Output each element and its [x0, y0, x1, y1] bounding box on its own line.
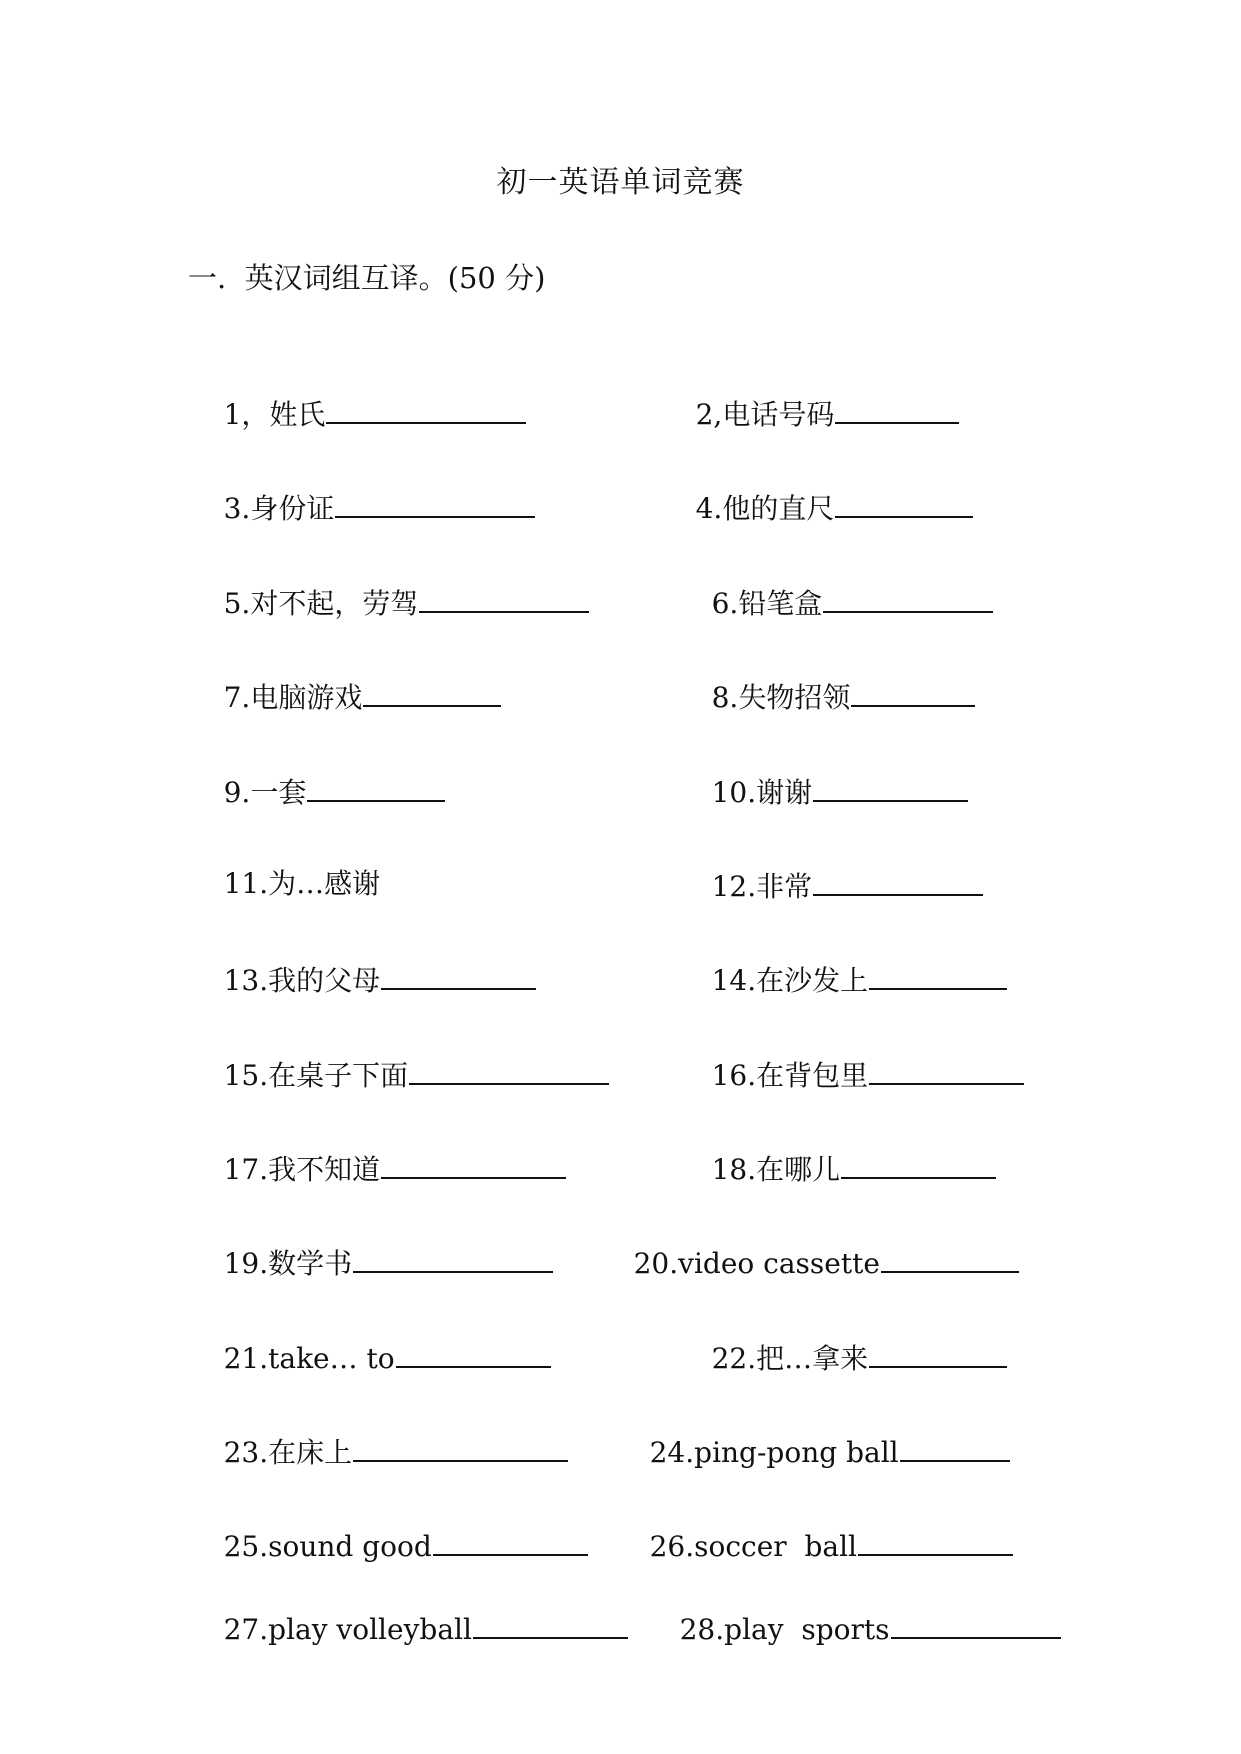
question-label: 5.对不起，劳驾: [223, 587, 419, 620]
question-label: 7.电脑游戏: [223, 681, 363, 714]
answer-blank[interactable]: [851, 675, 975, 707]
question-label: 8.失物招领: [711, 681, 851, 714]
question-label: 16.在背包里: [711, 1059, 869, 1092]
answer-blank[interactable]: [433, 1524, 588, 1556]
answer-blank[interactable]: [823, 581, 993, 613]
answer-blank[interactable]: [891, 1607, 1061, 1639]
answer-blank[interactable]: [869, 958, 1007, 990]
answer-blank[interactable]: [307, 770, 445, 802]
question-label: 6.铅笔盒: [711, 587, 823, 620]
answer-blank[interactable]: [858, 1524, 1013, 1556]
answer-blank[interactable]: [835, 392, 959, 424]
question-item: [644, 1567, 1061, 1690]
answer-blank[interactable]: [869, 1336, 1007, 1368]
answer-blank[interactable]: [353, 1241, 553, 1273]
answer-blank[interactable]: [381, 958, 536, 990]
question-label: 25.sound good: [223, 1530, 432, 1563]
question-label: 10.谢谢: [711, 776, 813, 809]
question-label: 11.为…感谢: [223, 867, 381, 900]
question-label: 23.在床上: [223, 1436, 353, 1469]
question-label: 2,电话号码: [695, 398, 835, 431]
answer-blank[interactable]: [473, 1607, 628, 1639]
question-label: 20.video cassette: [633, 1247, 880, 1280]
question-label: 14.在沙发上: [711, 964, 869, 997]
question-label: 17.我不知道: [223, 1153, 381, 1186]
question-label: 19.数学书: [223, 1247, 353, 1280]
question-label: 24.ping-pong ball: [649, 1436, 899, 1469]
question-label: 21.take… to: [223, 1342, 395, 1375]
question-label: 26.soccer ball: [649, 1530, 858, 1563]
question-label: 18.在哪儿: [711, 1153, 841, 1186]
question-label: 13.我的父母: [223, 964, 381, 997]
question-label: 22.把…拿来: [711, 1342, 869, 1375]
page-title: 初一英语单词竞赛: [496, 165, 745, 200]
answer-blank[interactable]: [869, 1053, 1024, 1085]
answer-blank[interactable]: [353, 1430, 568, 1462]
question-item: [188, 1567, 628, 1690]
question-label: 3.身份证: [223, 492, 335, 525]
answer-blank[interactable]: [396, 1336, 551, 1368]
question-label: 4.他的直尺: [695, 492, 835, 525]
answer-blank[interactable]: [409, 1053, 609, 1085]
question-label: 1，姓氏: [223, 398, 326, 431]
answer-blank[interactable]: [419, 581, 589, 613]
answer-blank[interactable]: [813, 864, 983, 896]
answer-blank[interactable]: [381, 1147, 566, 1179]
answer-blank[interactable]: [881, 1241, 1019, 1273]
answer-blank[interactable]: [835, 486, 973, 518]
answer-blank[interactable]: [900, 1430, 1010, 1462]
question-label: 27.play volleyball: [223, 1613, 472, 1646]
answer-blank[interactable]: [813, 770, 968, 802]
section-heading: 一. 英汉词组互译。(50 分): [188, 261, 546, 295]
question-label: 9.一套: [223, 776, 307, 809]
answer-blank[interactable]: [363, 675, 501, 707]
question-label: 12.非常: [711, 870, 813, 903]
answer-blank[interactable]: [841, 1147, 996, 1179]
answer-blank[interactable]: [335, 486, 535, 518]
question-label: 15.在桌子下面: [223, 1059, 409, 1092]
question-label: 28.play sports: [679, 1613, 890, 1646]
answer-blank[interactable]: [326, 392, 526, 424]
